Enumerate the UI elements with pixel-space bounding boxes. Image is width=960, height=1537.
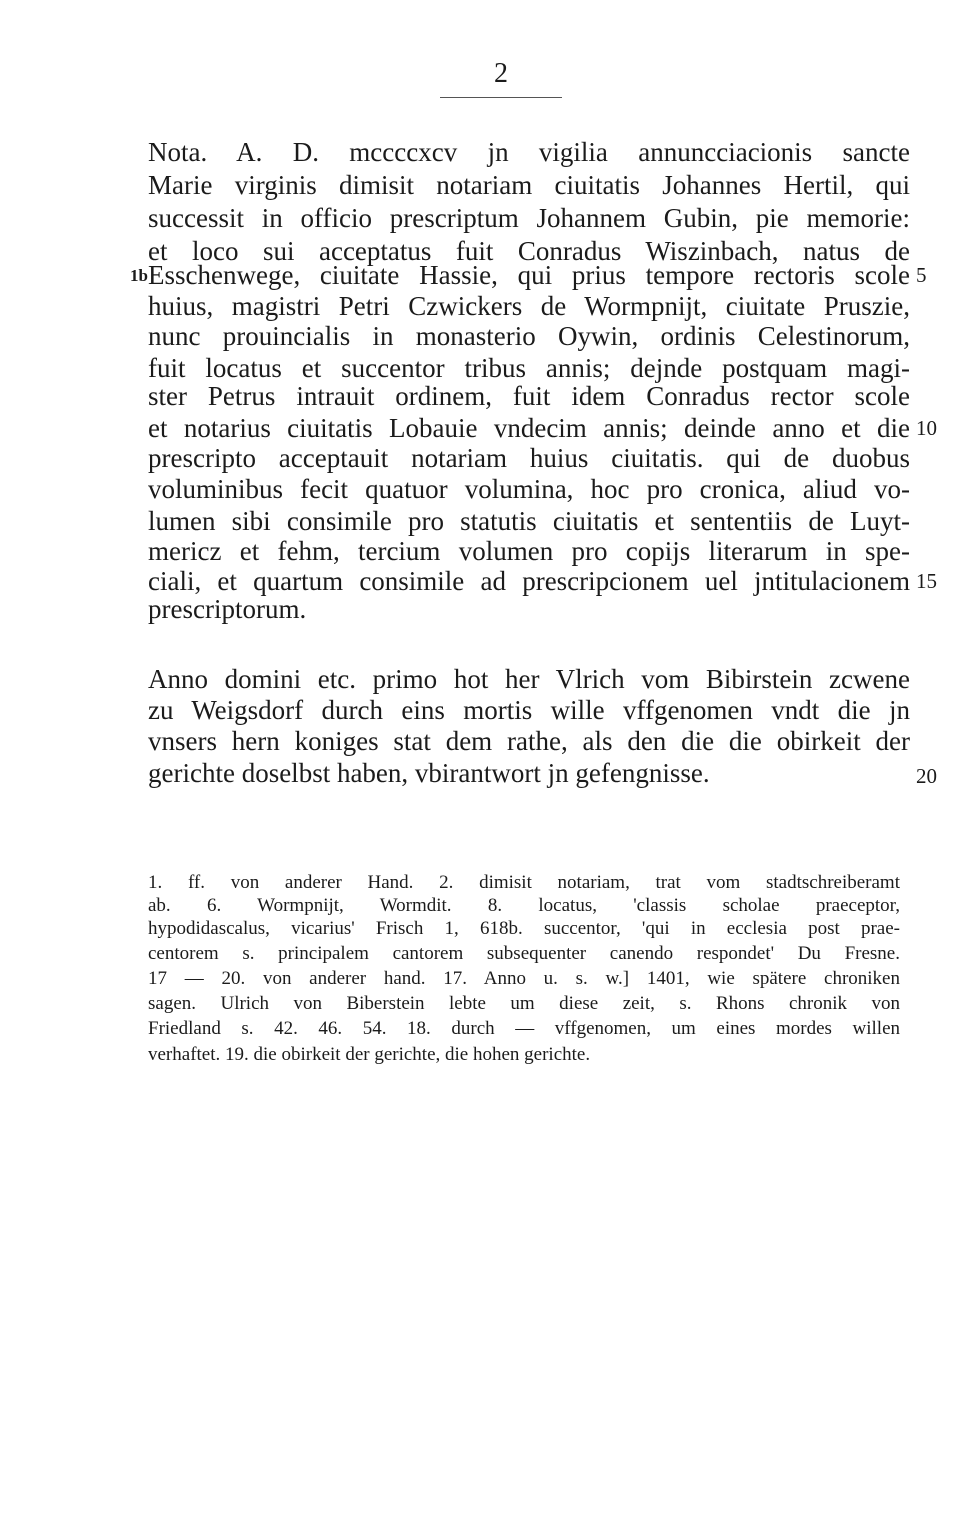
text-line: successit in officio prescriptum Johannem Gubin, pie memorie: bbox=[148, 203, 910, 233]
footnote-line: Friedland s. 42. 46. 54. 18. durch — vffgenomen, um eines mordes willen bbox=[148, 1018, 900, 1039]
text-line: nunc prouincialis in monasterio Oywin, ordinis Celestinorum, bbox=[148, 321, 910, 351]
line-number: 5 bbox=[916, 263, 927, 287]
text-line: huius, magistri Petri Czwickers de Wormpnijt, ciuitate Pruszie, bbox=[148, 291, 910, 321]
footnote-line: hypodidascalus, vicarius' Frisch 1, 618b. succentor, 'qui in ecclesia post prae- bbox=[148, 918, 900, 939]
line-number: 10 bbox=[916, 416, 937, 440]
text-line: ciali, et quartum consimile ad prescripcionem uel jntitulacionem bbox=[148, 566, 910, 596]
text-line: prescripto acceptauit notariam huius ciuitatis. qui de duobus bbox=[148, 443, 910, 473]
page-number: 2 bbox=[494, 58, 508, 89]
text-line: ster Petrus intrauit ordinem, fuit idem Conradus rector scole bbox=[148, 381, 910, 411]
footnote-line: centorem s. principalem cantorem subsequenter canendo respondet' Du Fresne. bbox=[148, 943, 900, 964]
text-line: et notarius ciuitatis Lobauie vndecim annis; deinde anno et die bbox=[148, 413, 910, 443]
footnote-line: 1. ff. von anderer Hand. 2. dimisit notariam, trat vom stadtschreiberamt bbox=[148, 872, 900, 893]
footnote-line: verhaftet. 19. die obirkeit der gerichte, die hohen gerichte. bbox=[148, 1044, 591, 1065]
text-line: fuit locatus et succentor tribus annis; dejnde postquam magi- bbox=[148, 353, 910, 383]
text-line: Marie virginis dimisit notariam ciuitatis Johannes Hertil, qui bbox=[148, 170, 910, 200]
text-line: Esschenwege, ciuitate Hassie, qui prius tempore rectoris scole bbox=[148, 260, 910, 290]
footnote-line: ab. 6. Wormpnijt, Wormdit. 8. locatus, 'classis scholae praeceptor, bbox=[148, 895, 900, 916]
text-line: zu Weigsdorf durch eins mortis wille vffgenomen vndt die jn bbox=[148, 695, 910, 725]
footnote-line: 17 — 20. von anderer hand. 17. Anno u. s. w.] 1401, wie spätere chroniken bbox=[148, 968, 900, 989]
text-line: vnsers hern koniges stat dem rathe, als den die die obirkeit der bbox=[148, 726, 910, 756]
header-rule bbox=[440, 97, 562, 98]
line-number: 15 bbox=[916, 569, 937, 593]
text-line: Anno domini etc. primo hot her Vlrich vom Bibirstein zcwene bbox=[148, 664, 910, 694]
text-line: voluminibus fecit quatuor volumina, hoc pro cronica, aliud vo- bbox=[148, 474, 910, 504]
footnote-line: sagen. Ulrich von Biberstein lebte um diese zeit, s. Rhons chronik von bbox=[148, 993, 900, 1014]
text-line: lumen sibi consimile pro statutis ciuitatis et sententiis de Luyt- bbox=[148, 506, 910, 536]
text-line: prescriptorum. bbox=[148, 594, 307, 624]
text-line: Nota. A. D. mccccxcv jn vigilia annuncciacionis sancte bbox=[148, 137, 910, 167]
folio-marker: 1b bbox=[130, 266, 148, 285]
text-line: mericz et fehm, tercium volumen pro copijs literarum in spe- bbox=[148, 536, 910, 566]
text-line: gerichte doselbst haben, vbirantwort jn gefengnisse. bbox=[148, 758, 710, 788]
line-number: 20 bbox=[916, 764, 937, 788]
text-line: et loco sui acceptatus fuit Conradus Wiszinbach, natus de bbox=[148, 236, 910, 266]
